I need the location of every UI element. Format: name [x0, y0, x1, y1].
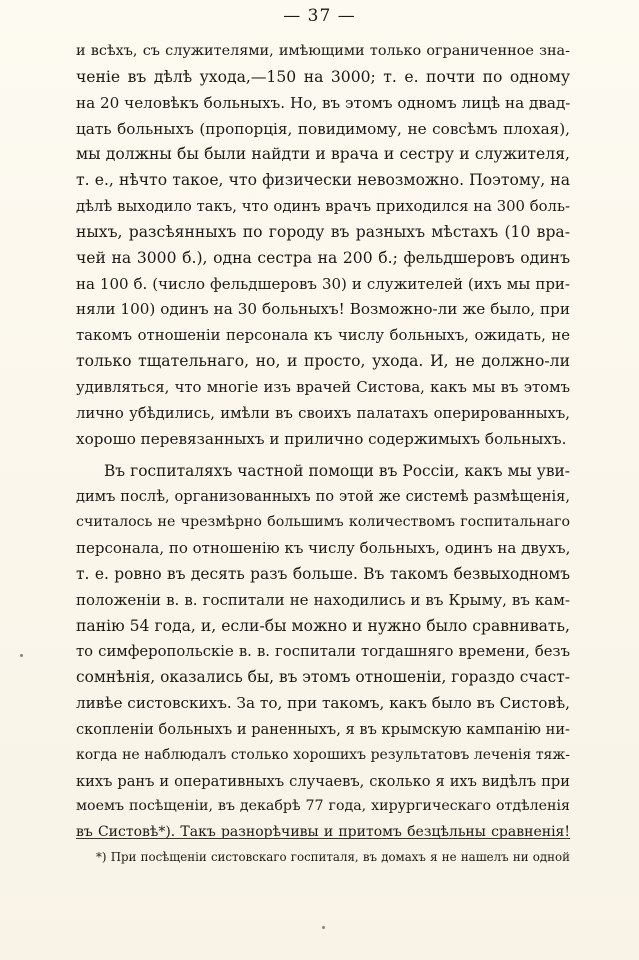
text-line: панію 54 года, и, если-бы можно и нужно было сравнивать,: [76, 616, 570, 635]
text-line: няли 100) одинъ на 30 больныхъ! Возможно-ли же было, при: [76, 300, 570, 319]
paragraph-1: [76, 39, 570, 453]
body-text: [76, 39, 570, 846]
text-line: моемъ посѣщеніи, въ декабрѣ 77 года, хирургическаго отдѣленія: [76, 798, 570, 815]
text-line: чей на 3000 б.), одна сестра на 200 б.; фельдшеровъ одинъ: [76, 248, 570, 267]
text-line: удивляться, что многіе изъ врачей Систова, какъ мы въ этомъ: [76, 378, 570, 396]
paper-speck: [20, 654, 23, 657]
paragraph-2: [76, 459, 570, 847]
text-line: въ Систовѣ*). Такъ разнорѣчивы и притомъ безцѣльны сравненія!: [76, 824, 570, 841]
text-line: ныхъ, разсѣянныхъ по городу въ разныхъ мѣстахъ (10 вра-: [76, 222, 570, 241]
text-line: димъ послѣ, организованныхъ по этой же системѣ размѣщенія,: [76, 488, 570, 506]
text-line: цать больныхъ (пропорція, повидимому, не совсѣмъ плохая),: [76, 119, 570, 138]
text-line: на 20 человѣкъ больныхъ. Но, въ этомъ одномъ лицѣ на двад-: [76, 93, 570, 112]
text-line: скопленіи больныхъ и раненныхъ, я въ крымскую кампанію ни-: [76, 720, 570, 738]
footnote: *) При посѣщеніи систовскаго госпиталя, въ домахъ я не нашелъ ни одной: [96, 850, 570, 864]
text-line: хорошо перевязанныхъ и прилично содержимыхъ больныхъ.: [76, 429, 567, 448]
text-line: кихъ ранъ и оперативныхъ случаевъ, сколько я ихъ видѣлъ при: [76, 772, 570, 790]
text-line: то симферопольскіе в. в. госпитали тогдашняго времени, безъ: [76, 643, 570, 661]
text-line: персонала, по отношенію къ числу больныхъ, одинъ на двухъ,: [76, 539, 570, 558]
page-number: — 37 —: [283, 6, 356, 26]
text-line: когда не наблюдалъ столько хорошихъ результатовъ леченія тяж-: [76, 746, 570, 763]
text-line: т. е. ровно въ десять разъ больше. Въ такомъ безвыходномъ: [76, 564, 570, 583]
text-line: такомъ отношеніи персонала къ числу больныхъ, ожидать, не: [76, 327, 570, 345]
text-line: и всѣхъ, съ служителями, имѣющими только ограниченное зна-: [76, 43, 570, 59]
text-line: Въ госпиталяхъ частной помощи въ Россіи, какъ мы уви-: [104, 461, 570, 480]
text-line: только тщательнаго, но, и просто, ухода. И, не должно-ли: [76, 352, 570, 371]
text-line: положеніи в. в. госпитали не находились и въ Крыму, въ кам-: [76, 590, 570, 609]
text-line: дѣлѣ выходило такъ, что одинъ врачъ приходился на 300 боль-: [76, 198, 570, 216]
text-line: на 100 б. (число фельдшеровъ 30) и служителей (ихъ мы при-: [76, 274, 570, 293]
text-line: ливѣе систовскихъ. За то, при такомъ, какъ было въ Систовѣ,: [76, 694, 570, 713]
text-line: т. е., нѣчто такое, что физически невозможно. Поэтому, на: [76, 171, 570, 190]
text-line: считалось не чрезмѣрно большимъ количествомъ госпитальнаго: [76, 514, 570, 531]
text-line: ченіе въ дѣлѣ ухода,—150 на 3000; т. е. почти по одному: [76, 67, 570, 86]
footnote-rule: [76, 838, 570, 839]
text-line: сомнѣнія, оказались бы, въ этомъ отношеніи, гораздо счаст-: [76, 668, 570, 687]
text-line: мы должны бы были найдти и врача и сестру и служителя,: [76, 145, 570, 164]
paper-speck: [322, 926, 325, 929]
text-line: лично убѣдились, имѣли въ своихъ палатахъ оперированныхъ,: [76, 404, 570, 422]
